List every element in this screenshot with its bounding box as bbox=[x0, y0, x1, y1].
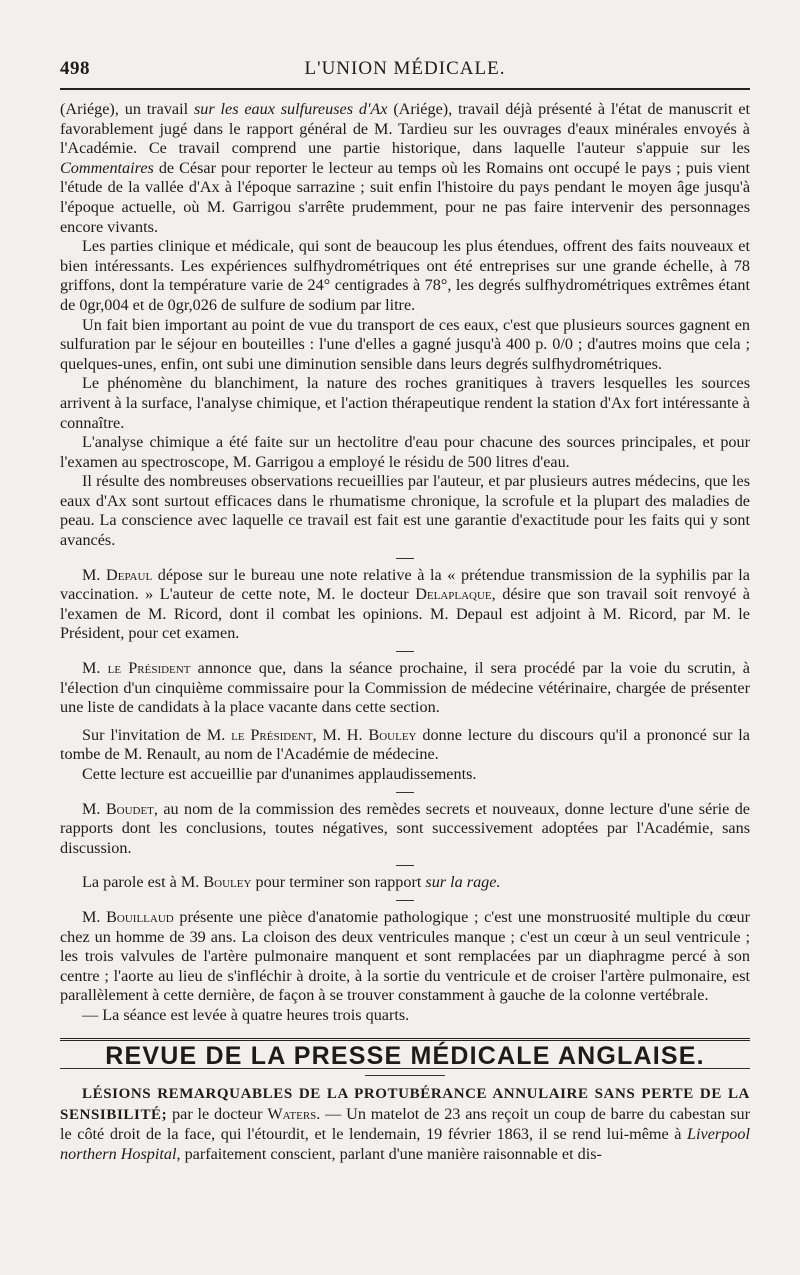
text-run: de César pour reporter le lecteur au temps où les Romains ont occupé le pays ; puis vient l'étude de la vallée d'Ax à l'époque sarrazine ; suit enfin l'histoire du pays pendant le moyen âge jusqu'à l'époque actuelle, où M. Garrigou s'arrête prudemment, pour ne pas faire intervenir des personnages encore vivants. bbox=[60, 158, 750, 236]
text-run: présente une pièce d'anatomie pathologique ; c'est une monstruosité multiple du cœur chez un homme de 39 ans. La cloison des deux ventricules manque ; c'est un cœur à un seul ventricule ; les trois valvules de l'artère pulmonaire manquent et sont remplacées par un diaphragme percé à son centre ; l'aorte au lieu de s'infléchir à droite, à la sortie du ventricule et de croiser l'artère pulmonaire, est parallèlement à cette dernière, de façon à se trouver constamment à gauche de la colonne vertébrale. bbox=[60, 907, 750, 1005]
paragraph-depaul bbox=[60, 566, 750, 644]
text-run: La parole est à M. bbox=[82, 873, 204, 892]
text-run: par le docteur bbox=[167, 1104, 268, 1123]
paragraph-transport: Un fait bien important au point de vue du transport de ces eaux, c'est que plusieurs sources gagnent en sulfuration par le séjour en bouteilles : l'une d'elles a gagné jusqu'à 400 p. 0/0 ; d'autres moins que cela ; quelques-unes, enfin, ont subi une diminution sensible dans leurs degrés sulfhydrométriques. bbox=[60, 315, 750, 373]
section-rule-top bbox=[60, 1038, 750, 1041]
header-rule bbox=[60, 88, 750, 90]
italic-title: sur les eaux sulfureuses d'Ax bbox=[193, 100, 388, 118]
page-header bbox=[60, 58, 750, 84]
paragraph-applause: Cette lecture est accueillie par d'unanimes applaudissements. bbox=[82, 765, 477, 783]
paragraph-invitation bbox=[60, 726, 750, 765]
text-run: annonce que, dans la séance prochaine, il sera procédé par la voie du scrutin, à l'élection d'un cinquième commissaire pour la Commission de médecine vétérinaire, chargée de présenter une liste de candidats à la place vacante dans cette section. bbox=[60, 659, 750, 717]
speaker-name: le Président bbox=[231, 725, 313, 744]
speaker-name: Bouley bbox=[203, 873, 252, 892]
italic-title: Commentaires bbox=[60, 158, 154, 177]
text-run: pour terminer son rapport bbox=[251, 873, 426, 892]
short-rule bbox=[365, 1075, 445, 1076]
speaker-name: M. Bouillaud bbox=[82, 907, 174, 926]
speaker-name: M. le Président bbox=[82, 659, 191, 678]
text-run: , M. H. bbox=[312, 725, 369, 744]
section-separator bbox=[396, 792, 414, 793]
text-run: , parfaitement conscient, parlant d'une manière raisonnable et dis- bbox=[176, 1144, 602, 1163]
paragraph-bouley-rapport bbox=[60, 873, 750, 893]
speaker-name: M. Depaul bbox=[82, 565, 153, 584]
paragraph-blanchiment: Le phénomène du blanchiment, la nature des roches granitiques à travers lesquelles les sources arrivent à la surface, l'analyse chimique, et l'action thérapeutique rendent la station d'Ax fort intéressante à connaître. bbox=[60, 374, 750, 432]
text-run: , au nom de la commission des remèdes secrets et nouveaux, donne lecture d'une série de rapports dont les conclusions, toutes négatives, sont successivement adoptées par l'Académie, sans discussion. bbox=[60, 799, 750, 857]
article-lead: LÉSIONS REMARQUABLES DE LA PROTUBÉRANCE ANNULAIRE SANS PERTE DE LA SENSIBILITÉ; bbox=[60, 1086, 750, 1123]
text-run: (Ariége), un travail bbox=[60, 100, 194, 118]
italic-place: Liverpool northern Hospital bbox=[60, 1125, 750, 1163]
text-run: . — Un matelot de 23 ans reçoit un coup de barre du cabestan sur le côté droit de la face, qui l'étourdit, et le lendemain, 19 février 1863, il se rend lui-même à bbox=[60, 1104, 750, 1144]
text-run: , désire que son travail soit renvoyé à l'examen de M. Ricord, dont il combat les opinions. M. Depaul est adjoint à M. Ricord, par M. le Président, pour cet examen. bbox=[60, 585, 750, 643]
spacer bbox=[60, 718, 750, 726]
text-run: Sur l'invitation de M. bbox=[82, 725, 232, 744]
author-name: Delaplaque bbox=[415, 585, 492, 604]
text-run: donne lecture du discours qu'il a prononcé sur la tombe de M. Renault, au nom de l'Académie de médecine. bbox=[60, 725, 750, 764]
paragraph-president bbox=[60, 659, 750, 718]
speaker-name: M. Boudet bbox=[82, 799, 154, 818]
paragraph-waters bbox=[60, 1084, 750, 1164]
section-separator bbox=[396, 558, 414, 559]
author-name: Waters bbox=[267, 1104, 317, 1123]
paragraph-clinical: Les parties clinique et médicale, qui sont de beaucoup les plus étendues, offrent des faits nouveaux et bien intéressants. Les expériences sulfhydrométriques ont été entreprises sur une grande échelle, à 78 griffons, dont la température varie de 24° centigrades à 78°, les degrés sulfhydrométriques extrêmes étant de 0gr,004 et de 0gr,026 de sulfure de sodium par litre. bbox=[60, 237, 750, 314]
text-run: dépose sur le bureau une note relative à la « prétendue transmission de la syphilis par la vaccination. » L'auteur de cette note, M. le docteur bbox=[60, 565, 750, 604]
italic-title: sur la rage. bbox=[425, 873, 501, 892]
paragraph-closing: — La séance est levée à quatre heures trois quarts. bbox=[82, 1005, 410, 1024]
page-body bbox=[60, 100, 750, 1165]
running-title: L'UNION MÉDICALE. bbox=[304, 58, 506, 79]
paragraph-garrigou-intro bbox=[60, 100, 750, 237]
section-separator bbox=[396, 900, 414, 901]
section-separator bbox=[396, 651, 414, 652]
section-separator bbox=[396, 865, 414, 866]
paragraph-analysis: L'analyse chimique a été faite sur un hectolitre d'eau pour chacune des sources principales, et pour l'examen au spectroscope, M. Garrigou a employé le résidu de 500 litres d'eau. bbox=[60, 433, 750, 471]
paragraph-results: Il résulte des nombreuses observations recueillies par l'auteur, et par plusieurs autres médecins, que les eaux d'Ax sont surtout efficaces dans le rhumatisme chronique, la scrofule et la plupart des maladies de peau. La conscience avec laquelle ce travail est fait est une garantie d'exactitude pour les faits qui y sont avancés. bbox=[60, 472, 750, 550]
paragraph-bouillaud bbox=[60, 908, 750, 1006]
text-run: (Ariége), travail déjà présenté à l'état de manuscrit et favorablement jugé dans le rapport général de M. Tardieu sur les ouvrages d'eaux minérales envoyés à l'Académie. Ce travail comprend une partie historique, dans laquelle l'auteur s'appuie sur les bbox=[60, 100, 751, 158]
speaker-name: Bouley bbox=[368, 725, 417, 744]
page-number: 498 bbox=[60, 58, 90, 79]
section-title: REVUE DE LA PRESSE MÉDICALE ANGLAISE. bbox=[105, 1041, 705, 1070]
paragraph-boudet bbox=[60, 800, 750, 859]
